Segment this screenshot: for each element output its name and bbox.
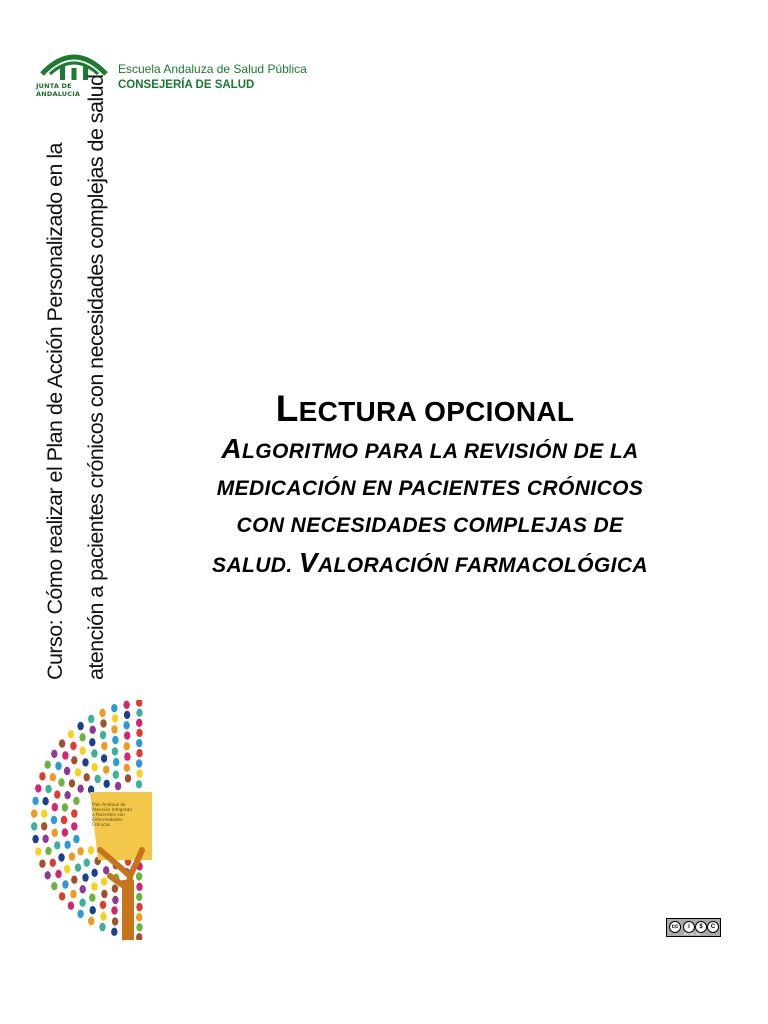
course-title-line2: atención a pacientes crónicos con necesidades complejas de salud <box>84 74 108 680</box>
subtitle-line3: CON NECESIDADES COMPLEJAS DE <box>236 514 624 537</box>
title-subtitle <box>150 430 710 584</box>
logo-caption: JUNTA DE ANDALUCIA <box>36 82 81 98</box>
by-icon: i <box>683 921 695 933</box>
subtitle-line1: ALGORITMO PARA LA REVISIÓN DE LA <box>221 433 639 464</box>
course-title-vertical <box>42 75 110 680</box>
org-department: CONSEJERÍA DE SALUD <box>118 79 255 91</box>
subtitle-line2: MEDICACIÓN EN PACIENTES CRÓNICOS <box>216 477 644 500</box>
plan-logo-text: Plan Andaluz de Atención Integrada a Pacientes con Enfermedades Crónicas <box>92 802 132 827</box>
creative-commons-badge-icon <box>666 918 721 937</box>
nc-icon: $ <box>695 921 707 933</box>
title-heading: LECTURA OPCIONAL <box>275 388 575 429</box>
org-name: Escuela Andaluza de Salud Pública <box>118 62 307 76</box>
document-title <box>150 388 710 584</box>
cc-icon: cc <box>669 921 681 933</box>
subtitle-line4: SALUD. VALORACIÓN FARMACOLÓGICA <box>212 547 648 578</box>
sa-icon: C <box>707 921 719 933</box>
course-title-line1: Curso: Cómo realizar el Plan de Acción Personalizado en la <box>43 143 67 680</box>
license-labels: BY NC SA <box>684 932 701 936</box>
